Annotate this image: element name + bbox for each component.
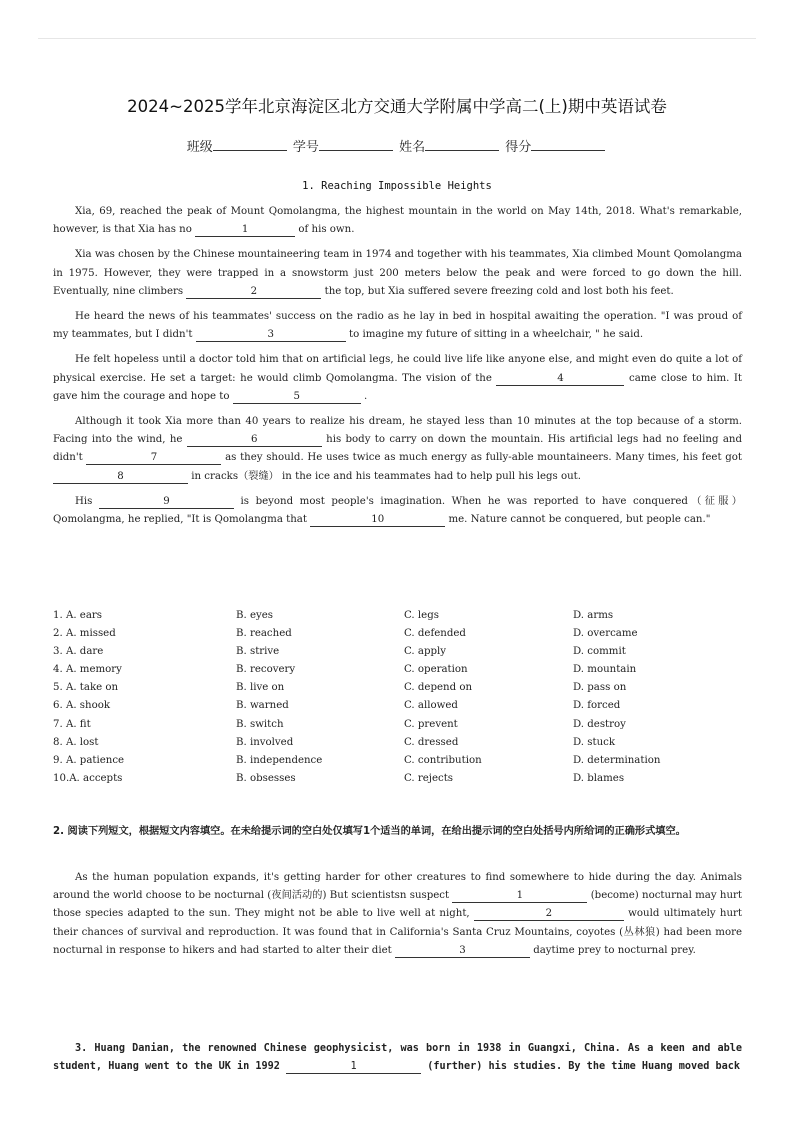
q1-paragraph-1: Xia, 69, reached the peak of Mount Qomolangma, the highest mountain in the world on May 14th, 2018. What's remarkable, however, is that Xia has no 1 of his own. bbox=[53, 206, 742, 236]
blank-8[interactable]: 8 bbox=[53, 470, 188, 484]
q1-options bbox=[53, 610, 742, 791]
name-field[interactable] bbox=[425, 138, 499, 151]
option-row-9 bbox=[53, 755, 742, 773]
student-id-field[interactable] bbox=[319, 138, 393, 151]
option-10b[interactable]: B. obsesses bbox=[236, 772, 296, 784]
option-6a[interactable]: 6. A. shook bbox=[53, 700, 111, 712]
blank-1[interactable]: 1 bbox=[195, 223, 295, 237]
blank-5[interactable]: 5 bbox=[233, 390, 361, 404]
option-10a[interactable]: 10.A. accepts bbox=[53, 772, 123, 784]
option-1a[interactable]: 1. A. ears bbox=[53, 610, 102, 621]
q1-paragraph-2: Xia was chosen by the Chinese mountaineering team in 1974 and together with his teammates, Xia climbed Mount Qomolangma in 1975. However, they were trapped in a snowstorm just 200 meters below the peak and were forced to go down the hill. Eventually, nine climbers 2 the top, but Xia suffered severe freezing cold and lost both his feet. bbox=[53, 249, 742, 297]
option-1b[interactable]: B. eyes bbox=[236, 610, 274, 621]
option-2d[interactable]: D. overcame bbox=[573, 628, 638, 640]
student-info-line bbox=[0, 136, 794, 155]
q1-passage bbox=[53, 203, 742, 536]
option-8d[interactable]: D. stuck bbox=[573, 736, 616, 748]
option-row-6 bbox=[53, 700, 742, 718]
option-9a[interactable]: 9. A. patience bbox=[53, 754, 125, 766]
blank-9[interactable]: 9 bbox=[99, 495, 234, 509]
page-title: 2024~2025学年北京海淀区北方交通大学附属中学高二(上)期中英语试卷 bbox=[127, 97, 667, 116]
option-4b[interactable]: B. recovery bbox=[236, 664, 296, 676]
option-5a[interactable]: 5. A. take on bbox=[53, 682, 119, 694]
student-id-label: 学号 bbox=[292, 140, 319, 155]
q1-paragraph-4: He felt hopeless until a doctor told him that on artificial legs, he could live life like anyone else, and might even do quite a lot of physical exercise. He set a target: he would climb Qomolangma. The vision of the 4 came close to him. It gave him the courage and hope to 5 . bbox=[53, 354, 742, 402]
option-9d[interactable]: D. determination bbox=[573, 754, 661, 766]
option-row-3 bbox=[53, 646, 742, 664]
option-7a[interactable]: 7. A. fit bbox=[53, 718, 91, 730]
q1-paragraph-6: His 9 is beyond most people's imagination. When he was reported to have conquered（征服） Qomolangma, he replied, "It is Qomolangma that 10 me. Nature cannot be conquered, but people can." bbox=[53, 495, 742, 526]
score-field[interactable] bbox=[531, 138, 605, 151]
option-4a[interactable]: 4. A. memory bbox=[53, 664, 122, 676]
blank-6[interactable]: 6 bbox=[187, 433, 322, 447]
q2-blank-1[interactable]: 1 bbox=[452, 889, 587, 903]
class-label: 班级 bbox=[186, 140, 213, 155]
header-rule bbox=[38, 38, 756, 39]
option-7d[interactable]: D. destroy bbox=[573, 718, 626, 730]
option-3a[interactable]: 3. A. dare bbox=[53, 646, 104, 658]
option-row-7 bbox=[53, 719, 742, 737]
q3-blank-1[interactable]: 1 bbox=[286, 1060, 421, 1074]
option-1d[interactable]: D. arms bbox=[573, 610, 614, 621]
q2-blank-2[interactable]: 2 bbox=[474, 907, 624, 921]
option-3d[interactable]: D. commit bbox=[573, 646, 626, 658]
option-3b[interactable]: B. strive bbox=[236, 646, 280, 658]
option-4d[interactable]: D. mountain bbox=[573, 664, 637, 676]
option-7b[interactable]: B. switch bbox=[236, 718, 284, 730]
q2-blank-3[interactable]: 3 bbox=[395, 944, 530, 958]
option-row-1 bbox=[53, 610, 742, 628]
option-5d[interactable]: D. pass on bbox=[573, 682, 627, 694]
blank-7[interactable]: 7 bbox=[86, 451, 221, 465]
option-6b[interactable]: B. warned bbox=[236, 700, 289, 712]
blank-3[interactable]: 3 bbox=[196, 328, 346, 342]
option-8a[interactable]: 8. A. lost bbox=[53, 736, 99, 748]
blank-4[interactable]: 4 bbox=[496, 372, 624, 386]
q1-title: 1. Reaching Impossible Heights bbox=[302, 180, 492, 192]
option-6d[interactable]: D. forced bbox=[573, 700, 621, 712]
option-10d[interactable]: D. blames bbox=[573, 772, 625, 784]
option-1c[interactable]: C. legs bbox=[404, 610, 439, 621]
blank-10[interactable]: 10 bbox=[310, 513, 445, 527]
q1-paragraph-3: He heard the news of his teammates' success on the radio as he lay in bed in hospital awaiting the operation. "I was proud of my teammates, but I didn't 3 to imagine my future of sitting in a wheelchair, " he said. bbox=[53, 311, 742, 341]
option-6c[interactable]: C. allowed bbox=[404, 700, 458, 712]
option-4c[interactable]: C. operation bbox=[404, 664, 468, 676]
option-2a[interactable]: 2. A. missed bbox=[53, 628, 116, 640]
q2-instruction: 2. 阅读下列短文，根据短文内容填空。在未给提示词的空白处仅填写1个适当的单词，在给出提示词的空白处括号内所给词的正确形式填空。 bbox=[53, 826, 686, 837]
option-9c[interactable]: C. contribution bbox=[404, 754, 482, 766]
option-5c[interactable]: C. depend on bbox=[404, 682, 473, 694]
option-8b[interactable]: B. involved bbox=[236, 736, 294, 748]
class-field[interactable] bbox=[213, 138, 287, 151]
option-row-2 bbox=[53, 628, 742, 646]
option-2c[interactable]: C. defended bbox=[404, 628, 466, 640]
option-10c[interactable]: C. rejects bbox=[404, 772, 454, 784]
option-row-8 bbox=[53, 737, 742, 755]
option-2b[interactable]: B. reached bbox=[236, 628, 292, 640]
option-9b[interactable]: B. independence bbox=[236, 754, 323, 766]
option-3c[interactable]: C. apply bbox=[404, 646, 447, 658]
blank-2[interactable]: 2 bbox=[186, 285, 321, 299]
option-row-10 bbox=[53, 773, 742, 791]
q1-paragraph-5: Although it took Xia more than 40 years to realize his dream, he stayed less than 10 minutes at the top because of a storm. Facing into the wind, he 6 his body to carry on down the mountain. His artificial legs had no feeling and didn't 7 as they should. He uses twice as much energy as fully-able mountaineers. Many times, his feet got 8 in cracks（裂缝） in the ice and his teammates had to help pull his legs out. bbox=[53, 416, 742, 482]
score-label: 得分 bbox=[505, 140, 532, 155]
q2-passage bbox=[53, 869, 742, 967]
option-5b[interactable]: B. live on bbox=[236, 682, 285, 694]
name-label: 姓名 bbox=[399, 140, 426, 155]
option-row-5 bbox=[53, 682, 742, 700]
option-row-4 bbox=[53, 664, 742, 682]
option-8c[interactable]: C. dressed bbox=[404, 736, 459, 748]
q3-passage: 3. Huang Danian, the renowned Chinese geophysicist, was born in 1938 in Guangxi, China. As a keen and able student, Huang went to the UK in 1992 1 (further) his studies. By the time Huang moved back bbox=[53, 1043, 742, 1072]
q2-paragraph: As the human population expands, it's getting harder for other creatures to find somewhere to hide during the day. Animals around the world choose to be nocturnal (夜间活动的) But scientistsn suspect 1 (become) nocturnal may hurt those species adapted to the sun. They might not be able to live well at night, 2 would ultimately hurt their chances of survival and reproduction. It was found that in California's Santa Cruz Mountains, coyotes (丛林狼) had been more nocturnal in response to hikers and had started to alter their diet 3 daytime prey to nocturnal prey. bbox=[53, 872, 742, 956]
option-7c[interactable]: C. prevent bbox=[404, 718, 458, 730]
